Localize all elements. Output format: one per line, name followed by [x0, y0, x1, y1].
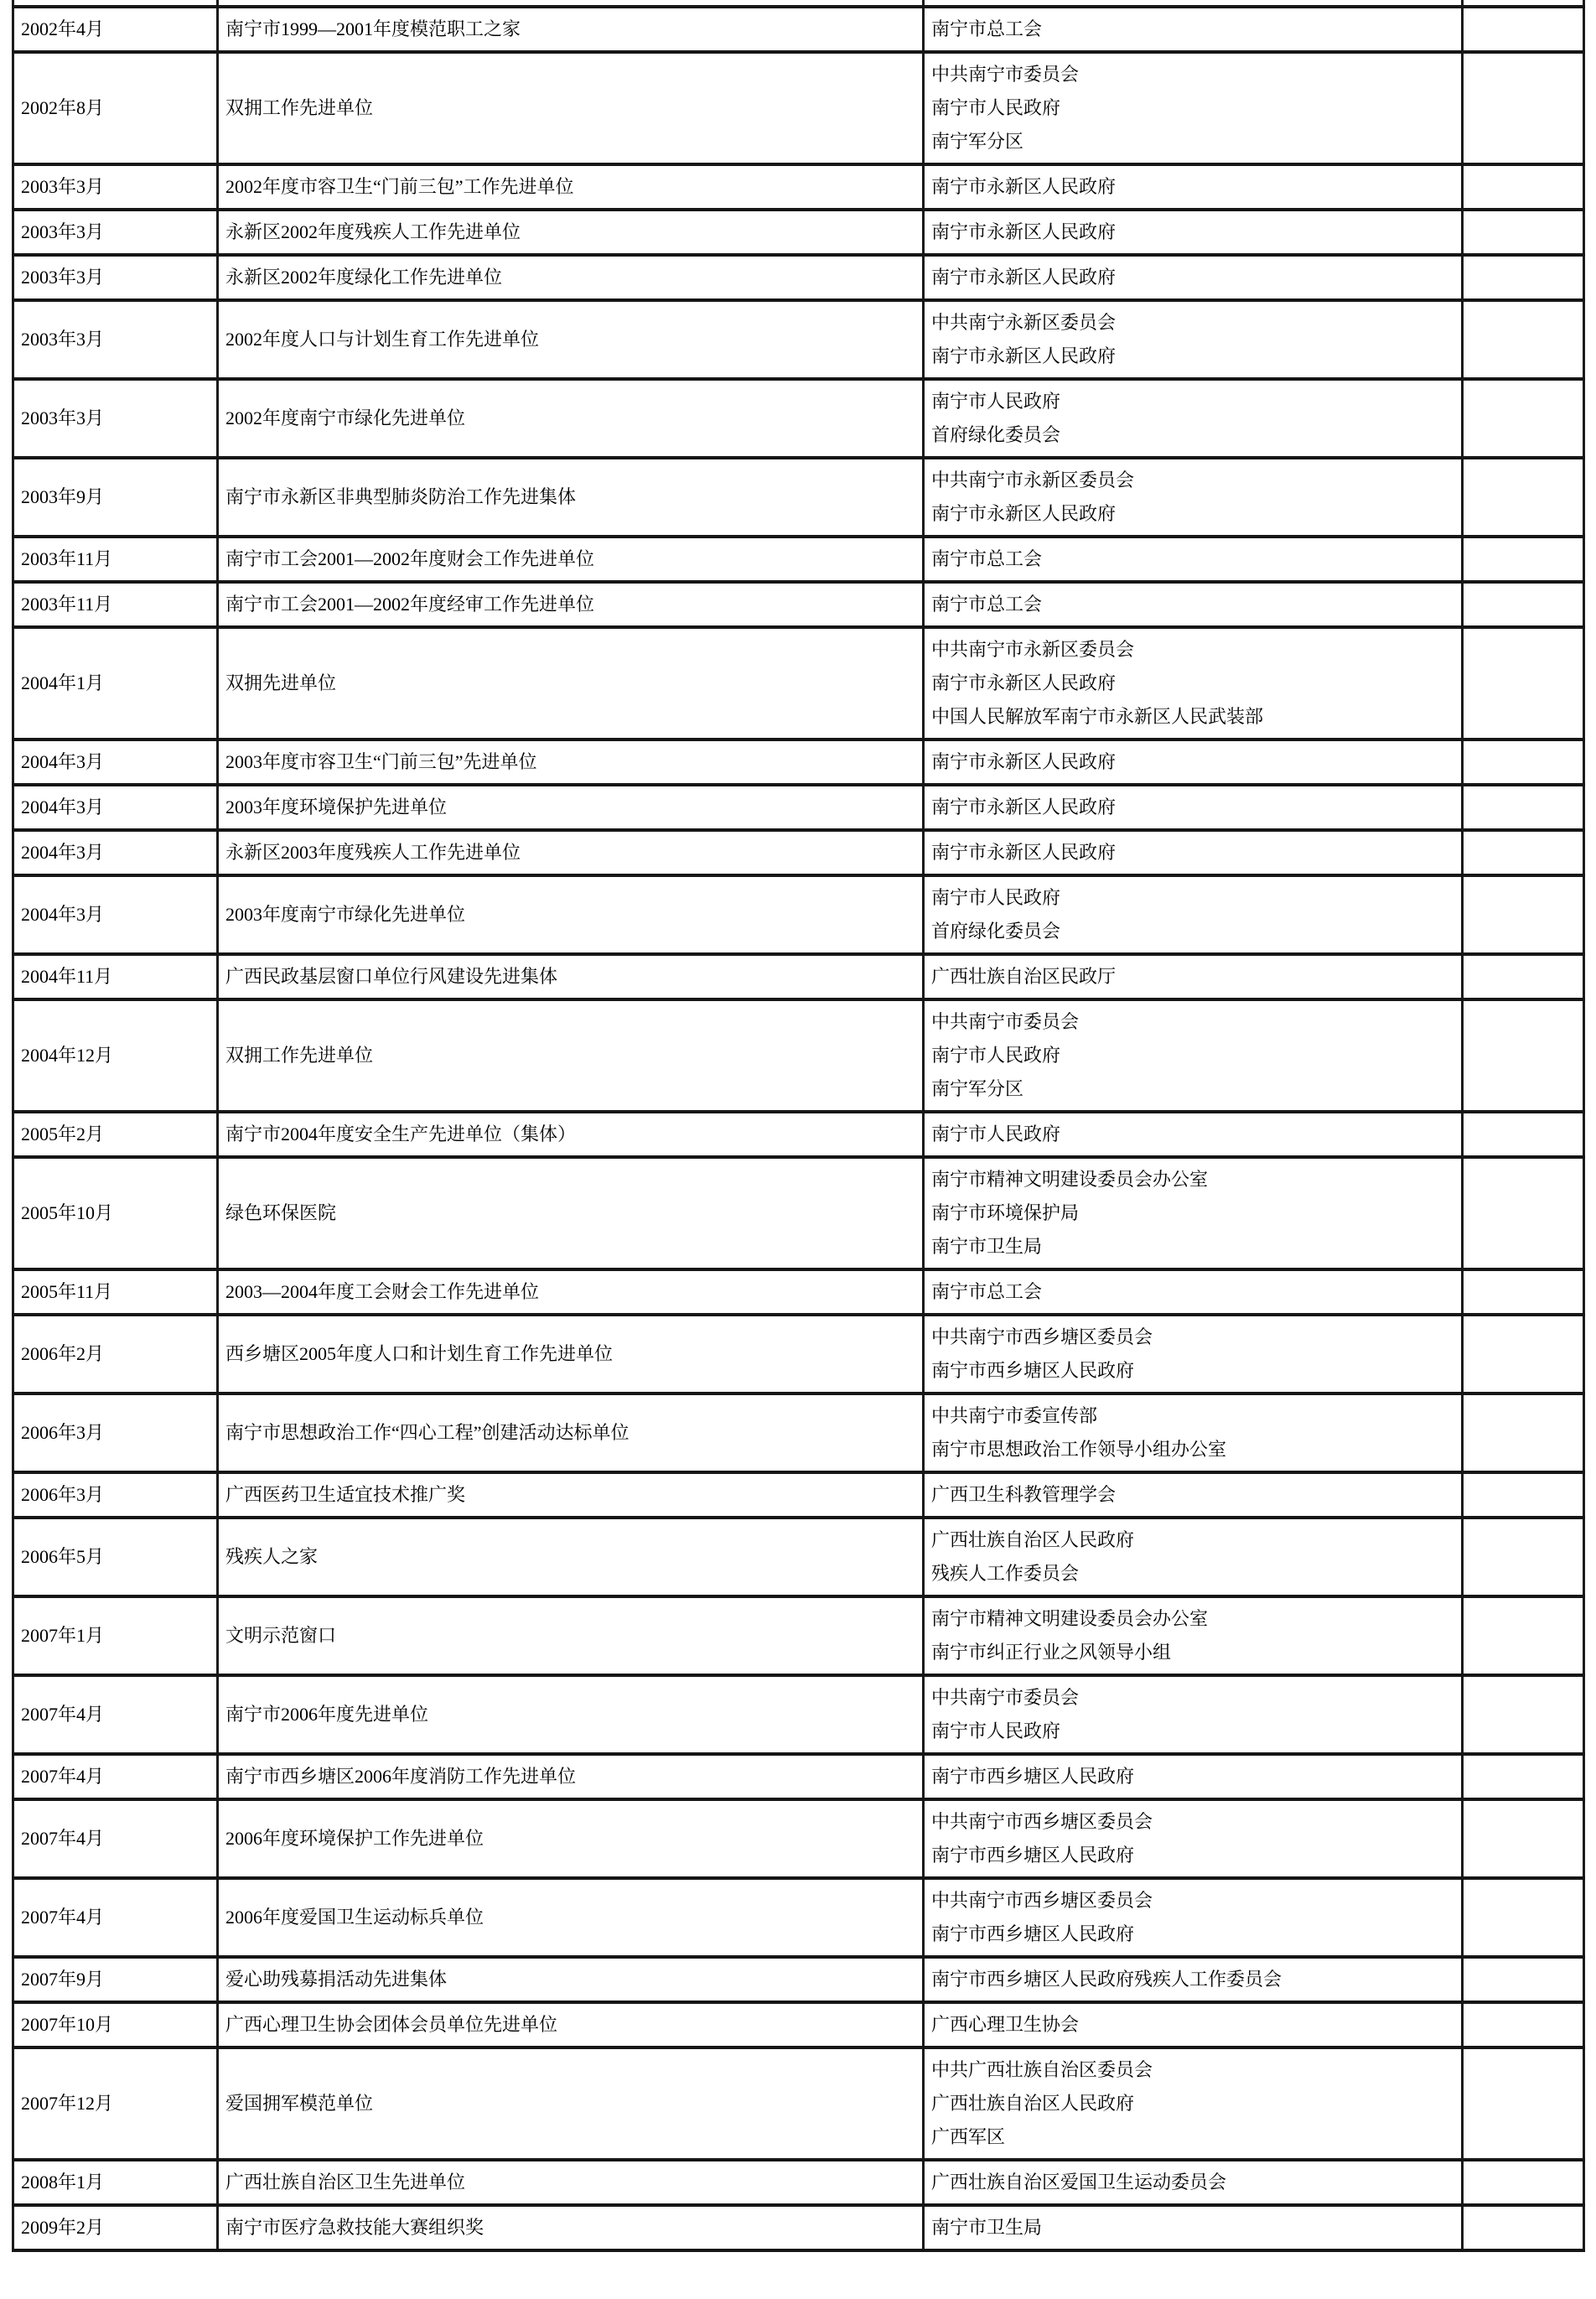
table-row — [13, 875, 1584, 954]
issuer-line: 首府绿化委员会 — [931, 921, 1061, 942]
award-title-cell: 2006年度环境保护工作先进单位 — [218, 1799, 924, 1878]
issuer-cell — [924, 537, 1463, 582]
issuer-line: 广西军区 — [931, 2126, 1006, 2147]
issuer-line: 南宁市永新区人民政府 — [931, 672, 1117, 693]
remark-cell-empty — [1463, 1472, 1584, 1518]
date-cell: 2004年3月 — [13, 875, 218, 954]
award-title-cell: 双拥先进单位 — [218, 627, 924, 740]
issuer-line: 南宁市人民政府 — [931, 1124, 1061, 1144]
remark-cell-empty — [1463, 300, 1584, 379]
remark-cell-empty — [1463, 7, 1584, 52]
table-row — [13, 1112, 1584, 1157]
table-row — [13, 1878, 1584, 1957]
issuer-line: 南宁市永新区人民政府 — [931, 797, 1117, 817]
date-cell: 2007年4月 — [13, 1675, 218, 1754]
issuer-cell — [924, 164, 1463, 210]
issuer-cell — [924, 1957, 1463, 2002]
date-cell: 2004年3月 — [13, 740, 218, 785]
issuer-line: 南宁市思想政治工作领导小组办公室 — [931, 1439, 1227, 1460]
remark-cell-empty — [1463, 1799, 1584, 1878]
issuer-cell — [924, 999, 1463, 1112]
issuer-line: 南宁市人民政府 — [931, 1720, 1061, 1741]
issuer-line: 南宁市永新区人民政府 — [931, 842, 1117, 863]
date-cell: 2006年3月 — [13, 1393, 218, 1472]
date-cell: 2005年2月 — [13, 1112, 218, 1157]
date-cell: 2007年4月 — [13, 1754, 218, 1799]
remark-cell-empty — [1463, 875, 1584, 954]
remark-cell-empty — [1463, 830, 1584, 875]
issuer-cell — [924, 1112, 1463, 1157]
issuer-line: 中共南宁市委员会 — [931, 1011, 1080, 1032]
award-title-cell: 文明示范窗口 — [218, 1596, 924, 1675]
award-title-cell: 南宁市1999—2001年度模范职工之家 — [218, 7, 924, 52]
remark-cell-empty — [1463, 1393, 1584, 1472]
issuer-line: 残疾人工作委员会 — [931, 1563, 1080, 1584]
issuer-line: 南宁市总工会 — [931, 548, 1043, 569]
date-cell: 2005年11月 — [13, 1269, 218, 1315]
award-title-cell: 南宁市永新区非典型肺炎防治工作先进集体 — [218, 458, 924, 537]
award-title-cell: 绿色环保医院 — [218, 1157, 924, 1269]
issuer-line: 广西壮族自治区人民政府 — [931, 1529, 1135, 1550]
issuer-cell — [924, 1315, 1463, 1393]
date-cell: 2003年9月 — [13, 458, 218, 537]
issuer-cell — [924, 2047, 1463, 2160]
award-title-cell: 永新区2002年度残疾人工作先进单位 — [218, 210, 924, 255]
table-row — [13, 458, 1584, 537]
date-cell: 2007年4月 — [13, 1878, 218, 1957]
award-title-cell: 2006年度爱国卫生运动标兵单位 — [218, 1878, 924, 1957]
issuer-line: 南宁市精神文明建设委员会办公室 — [931, 1169, 1209, 1190]
issuer-line: 南宁市永新区人民政府 — [931, 345, 1117, 366]
award-title-cell: 广西民政基层窗口单位行风建设先进集体 — [218, 954, 924, 999]
table-row — [13, 2205, 1584, 2250]
award-title-cell: 2003—2004年度工会财会工作先进单位 — [218, 1269, 924, 1315]
table-row — [13, 1518, 1584, 1596]
remark-cell-empty — [1463, 1754, 1584, 1799]
date-cell: 2003年3月 — [13, 255, 218, 300]
issuer-cell — [924, 875, 1463, 954]
issuer-line: 南宁市西乡塘区人民政府 — [931, 1923, 1135, 1944]
table-row — [13, 1957, 1584, 2002]
issuer-line: 广西壮族自治区民政厅 — [931, 966, 1117, 987]
date-cell: 2008年1月 — [13, 2160, 218, 2205]
issuer-line: 中共南宁市永新区委员会 — [931, 639, 1135, 660]
award-title-cell: 南宁市工会2001—2002年度财会工作先进单位 — [218, 537, 924, 582]
issuer-cell — [924, 1596, 1463, 1675]
awards-table — [12, 0, 1585, 2252]
date-cell: 2007年10月 — [13, 2002, 218, 2047]
issuer-line: 首府绿化委员会 — [931, 424, 1061, 445]
awards-table-body — [13, 0, 1584, 2250]
award-title-cell: 广西心理卫生协会团体会员单位先进单位 — [218, 2002, 924, 2047]
issuer-line: 中共南宁市委宣传部 — [931, 1405, 1098, 1426]
award-title-cell: 永新区2003年度残疾人工作先进单位 — [218, 830, 924, 875]
table-row — [13, 1315, 1584, 1393]
remark-cell-empty — [1463, 210, 1584, 255]
date-cell: 2004年1月 — [13, 627, 218, 740]
award-title-cell: 双拥工作先进单位 — [218, 52, 924, 164]
table-row — [13, 785, 1584, 830]
issuer-line: 中国人民解放军南宁市永新区人民武装部 — [931, 706, 1264, 727]
table-row — [13, 379, 1584, 458]
remark-cell-empty — [1463, 582, 1584, 627]
issuer-cell — [924, 255, 1463, 300]
table-row — [13, 1754, 1584, 1799]
issuer-cell — [924, 954, 1463, 999]
date-cell: 2004年12月 — [13, 999, 218, 1112]
remark-cell-empty — [1463, 2002, 1584, 2047]
issuer-cell — [924, 1799, 1463, 1878]
remark-cell-empty — [1463, 627, 1584, 740]
issuer-line: 南宁市总工会 — [931, 18, 1043, 39]
date-cell: 2002年8月 — [13, 52, 218, 164]
table-row — [13, 537, 1584, 582]
table-row — [13, 2160, 1584, 2205]
issuer-line: 南宁市永新区人民政府 — [931, 503, 1117, 524]
issuer-line: 中共南宁市委员会 — [931, 1687, 1080, 1708]
issuer-cell — [924, 458, 1463, 537]
remark-cell-empty — [1463, 458, 1584, 537]
issuer-line: 中共南宁永新区委员会 — [931, 312, 1117, 333]
issuer-line: 南宁市总工会 — [931, 1281, 1043, 1302]
issuer-line: 南宁市精神文明建设委员会办公室 — [931, 1608, 1209, 1629]
remark-cell-empty — [1463, 785, 1584, 830]
remark-cell-empty — [1463, 255, 1584, 300]
issuer-line: 南宁军分区 — [931, 1078, 1024, 1099]
date-cell: 2003年11月 — [13, 537, 218, 582]
issuer-cell — [924, 2160, 1463, 2205]
date-cell: 2003年11月 — [13, 582, 218, 627]
table-row — [13, 740, 1584, 785]
issuer-line: 南宁市人民政府 — [931, 887, 1061, 908]
award-title-cell-partial — [218, 0, 924, 7]
award-title-cell: 残疾人之家 — [218, 1518, 924, 1596]
award-title-cell: 2003年度市容卫生“门前三包”先进单位 — [218, 740, 924, 785]
issuer-line: 中共南宁市西乡塘区委员会 — [931, 1326, 1153, 1347]
table-row — [13, 2047, 1584, 2160]
award-title-cell: 南宁市2004年度安全生产先进单位（集体） — [218, 1112, 924, 1157]
remark-cell-empty — [1463, 52, 1584, 164]
issuer-cell — [924, 1754, 1463, 1799]
table-row — [13, 999, 1584, 1112]
issuer-line: 南宁市西乡塘区人民政府 — [931, 1360, 1135, 1381]
remark-cell-empty — [1463, 999, 1584, 1112]
remark-cell-empty — [1463, 164, 1584, 210]
issuer-line: 南宁市环境保护局 — [931, 1202, 1080, 1223]
date-cell: 2009年2月 — [13, 2205, 218, 2250]
issuer-cell — [924, 2205, 1463, 2250]
issuer-line: 广西壮族自治区爱国卫生运动委员会 — [931, 2172, 1227, 2193]
date-cell: 2003年3月 — [13, 300, 218, 379]
table-row — [13, 7, 1584, 52]
table-row — [13, 2002, 1584, 2047]
table-row — [13, 1269, 1584, 1315]
issuer-line: 南宁市人民政府 — [931, 97, 1061, 118]
remark-cell-empty — [1463, 1269, 1584, 1315]
date-cell: 2003年3月 — [13, 210, 218, 255]
issuer-cell — [924, 830, 1463, 875]
issuer-cell — [924, 785, 1463, 830]
issuer-cell — [924, 1878, 1463, 1957]
table-row — [13, 300, 1584, 379]
issuer-cell — [924, 7, 1463, 52]
issuer-cell — [924, 300, 1463, 379]
remark-cell-empty — [1463, 537, 1584, 582]
date-cell: 2005年10月 — [13, 1157, 218, 1269]
table-row — [13, 1675, 1584, 1754]
table-row — [13, 1393, 1584, 1472]
issuer-line: 南宁市永新区人民政府 — [931, 267, 1117, 288]
issuer-line: 南宁市总工会 — [931, 594, 1043, 615]
date-cell: 2002年4月 — [13, 7, 218, 52]
remark-cell-empty — [1463, 1957, 1584, 2002]
award-title-cell: 双拥工作先进单位 — [218, 999, 924, 1112]
remark-cell-empty — [1463, 1112, 1584, 1157]
issuer-line: 中共南宁市永新区委员会 — [931, 470, 1135, 490]
issuer-cell — [924, 52, 1463, 164]
issuer-cell — [924, 1157, 1463, 1269]
table-row-partial-top — [13, 0, 1584, 7]
date-cell: 2003年3月 — [13, 164, 218, 210]
table-row — [13, 1596, 1584, 1675]
remark-cell-empty — [1463, 954, 1584, 999]
remark-cell-empty — [1463, 379, 1584, 458]
issuer-line: 南宁军分区 — [931, 131, 1024, 152]
remark-cell-empty — [1463, 1675, 1584, 1754]
date-cell: 2007年1月 — [13, 1596, 218, 1675]
date-cell: 2006年3月 — [13, 1472, 218, 1518]
issuer-line: 南宁市永新区人民政府 — [931, 751, 1117, 772]
issuer-cell — [924, 1269, 1463, 1315]
date-cell: 2003年3月 — [13, 379, 218, 458]
issuer-line: 南宁市卫生局 — [931, 2217, 1043, 2238]
table-row — [13, 627, 1584, 740]
issuer-line: 南宁市西乡塘区人民政府 — [931, 1766, 1135, 1787]
award-title-cell: 南宁市工会2001—2002年度经审工作先进单位 — [218, 582, 924, 627]
remark-cell-empty — [1463, 1518, 1584, 1596]
award-title-cell: 爱国拥军模范单位 — [218, 2047, 924, 2160]
table-row — [13, 210, 1584, 255]
issuer-cell — [924, 627, 1463, 740]
remark-cell-empty — [1463, 2160, 1584, 2205]
issuer-line: 中共南宁市西乡塘区委员会 — [931, 1890, 1153, 1911]
issuer-line: 南宁市卫生局 — [931, 1236, 1043, 1257]
issuer-cell — [924, 1675, 1463, 1754]
award-title-cell: 2002年度人口与计划生育工作先进单位 — [218, 300, 924, 379]
remark-cell-empty — [1463, 1596, 1584, 1675]
issuer-line: 中共南宁市西乡塘区委员会 — [931, 1811, 1153, 1832]
remark-cell-empty — [1463, 1878, 1584, 1957]
issuer-cell-partial — [924, 0, 1463, 7]
issuer-cell — [924, 379, 1463, 458]
issuer-line: 广西心理卫生协会 — [931, 2014, 1080, 2035]
date-cell: 2007年12月 — [13, 2047, 218, 2160]
award-title-cell: 南宁市思想政治工作“四心工程”创建活动达标单位 — [218, 1393, 924, 1472]
remark-cell-empty — [1463, 2047, 1584, 2160]
issuer-line: 南宁市西乡塘区人民政府残疾人工作委员会 — [931, 1969, 1282, 1990]
award-title-cell: 2003年度南宁市绿化先进单位 — [218, 875, 924, 954]
table-row — [13, 582, 1584, 627]
issuer-line: 南宁市纠正行业之风领导小组 — [931, 1642, 1172, 1663]
table-row — [13, 52, 1584, 164]
issuer-line: 广西壮族自治区人民政府 — [931, 2093, 1135, 2114]
issuer-line: 南宁市西乡塘区人民政府 — [931, 1845, 1135, 1866]
award-title-cell: 2002年度南宁市绿化先进单位 — [218, 379, 924, 458]
award-title-cell: 南宁市医疗急救技能大赛组织奖 — [218, 2205, 924, 2250]
table-row — [13, 1799, 1584, 1878]
date-cell: 2006年5月 — [13, 1518, 218, 1596]
issuer-line: 南宁市永新区人民政府 — [931, 221, 1117, 242]
issuer-line: 广西卫生科教管理学会 — [931, 1484, 1117, 1505]
issuer-line: 南宁市永新区人民政府 — [931, 176, 1117, 197]
issuer-cell — [924, 1518, 1463, 1596]
issuer-cell — [924, 2002, 1463, 2047]
remark-cell-partial — [1463, 0, 1584, 7]
issuer-cell — [924, 1393, 1463, 1472]
date-cell: 2004年3月 — [13, 830, 218, 875]
issuer-cell — [924, 210, 1463, 255]
date-cell-partial — [13, 0, 218, 7]
date-cell: 2004年11月 — [13, 954, 218, 999]
date-cell: 2007年4月 — [13, 1799, 218, 1878]
remark-cell-empty — [1463, 1315, 1584, 1393]
award-title-cell: 南宁市2006年度先进单位 — [218, 1675, 924, 1754]
award-title-cell: 永新区2002年度绿化工作先进单位 — [218, 255, 924, 300]
table-row — [13, 830, 1584, 875]
table-row — [13, 1157, 1584, 1269]
remark-cell-empty — [1463, 2205, 1584, 2250]
issuer-line: 中共广西壮族自治区委员会 — [931, 2059, 1153, 2080]
issuer-line: 南宁市人民政府 — [931, 1045, 1061, 1066]
issuer-cell — [924, 1472, 1463, 1518]
award-title-cell: 南宁市西乡塘区2006年度消防工作先进单位 — [218, 1754, 924, 1799]
table-row — [13, 255, 1584, 300]
remark-cell-empty — [1463, 1157, 1584, 1269]
award-title-cell: 爱心助残募捐活动先进集体 — [218, 1957, 924, 2002]
date-cell: 2006年2月 — [13, 1315, 218, 1393]
issuer-line: 南宁市人民政府 — [931, 391, 1061, 412]
issuer-line: 中共南宁市委员会 — [931, 64, 1080, 85]
award-title-cell: 西乡塘区2005年度人口和计划生育工作先进单位 — [218, 1315, 924, 1393]
table-row — [13, 1472, 1584, 1518]
award-title-cell: 2003年度环境保护先进单位 — [218, 785, 924, 830]
award-title-cell: 广西医药卫生适宜技术推广奖 — [218, 1472, 924, 1518]
award-title-cell: 广西壮族自治区卫生先进单位 — [218, 2160, 924, 2205]
date-cell: 2007年9月 — [13, 1957, 218, 2002]
issuer-cell — [924, 740, 1463, 785]
table-row — [13, 164, 1584, 210]
award-title-cell: 2002年度市容卫生“门前三包”工作先进单位 — [218, 164, 924, 210]
date-cell: 2004年3月 — [13, 785, 218, 830]
issuer-cell — [924, 582, 1463, 627]
remark-cell-empty — [1463, 740, 1584, 785]
table-row — [13, 954, 1584, 999]
